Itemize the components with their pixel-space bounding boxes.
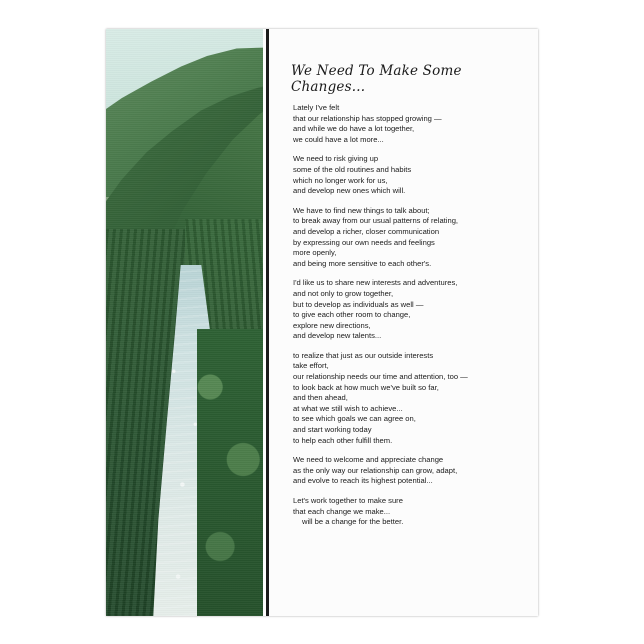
verse-line: as the only way our relationship can grow, adapt,: [293, 465, 458, 475]
verse-stanza: [293, 455, 531, 487]
verse-line: that our relationship has stopped growing —: [293, 113, 442, 123]
verse-line: at what we still wish to achieve...: [293, 403, 403, 413]
verse-line: to give each other room to change,: [293, 310, 411, 320]
foreground-foliage: [197, 329, 263, 616]
verse-line: and not only to grow together,: [293, 288, 394, 298]
verse-line: to see which goals we can agree on,: [293, 414, 416, 424]
verse-line: explore new directions,: [293, 320, 371, 330]
verse-line: we could have a lot more...: [293, 134, 384, 144]
verse-line: that each change we make...: [293, 506, 391, 516]
card-photo: [106, 29, 263, 616]
verse-line: and being more sensitive to each other's.: [293, 258, 432, 268]
verse-line: some of the old routines and habits: [293, 164, 412, 174]
verse-line: We have to find new things to talk about;: [293, 205, 430, 215]
verse-line: our relationship needs our time and attention, too —: [293, 372, 468, 382]
verse-line: to realize that just as our outside interests: [293, 350, 434, 360]
verse-line: and then ahead,: [293, 393, 348, 403]
greeting-card: [106, 29, 538, 616]
verse-line: to help each other fulfill them.: [293, 435, 393, 445]
verse-stanza: [293, 206, 531, 270]
verse-line: and evolve to reach its highest potential...: [293, 476, 433, 486]
verse-line: and develop a richer, closer communication: [293, 226, 440, 236]
verse-line: take effort,: [293, 361, 329, 371]
card-message-panel: [269, 29, 538, 616]
verse-line: to look back at how much we've built so far,: [293, 382, 439, 392]
verse-line: and while we do have a lot together,: [293, 124, 415, 134]
verse-line: and start working today: [293, 425, 372, 435]
verse-line: to break away from our usual patterns of relating,: [293, 216, 459, 226]
verse-line: We need to risk giving up: [293, 154, 379, 164]
verse-line: and develop new talents...: [293, 331, 382, 341]
verse-line: and develop new ones which will.: [293, 186, 406, 196]
verse-line: but to develop as individuals as well —: [293, 299, 424, 309]
verse-stanza: [293, 103, 531, 145]
verse-stanza: [293, 351, 531, 446]
verse-stanza: [293, 154, 531, 196]
verse-line: I'd like us to share new interests and adventures,: [293, 278, 458, 288]
card-verse: [293, 103, 531, 537]
verse-line: which no longer work for us,: [293, 175, 388, 185]
verse-line: Lately I've felt: [293, 103, 340, 112]
verse-line: We need to welcome and appreciate change: [293, 455, 444, 465]
verse-line: Let's work together to make sure: [293, 496, 403, 505]
card-title: We Need To Make Some Changes...: [291, 63, 462, 95]
verse-stanza: [293, 278, 531, 342]
verse-stanza: [293, 496, 531, 528]
verse-line: more openly,: [293, 248, 337, 258]
verse-line: will be a change for the better.: [302, 517, 404, 527]
verse-line: by expressing our own needs and feelings: [293, 237, 435, 247]
